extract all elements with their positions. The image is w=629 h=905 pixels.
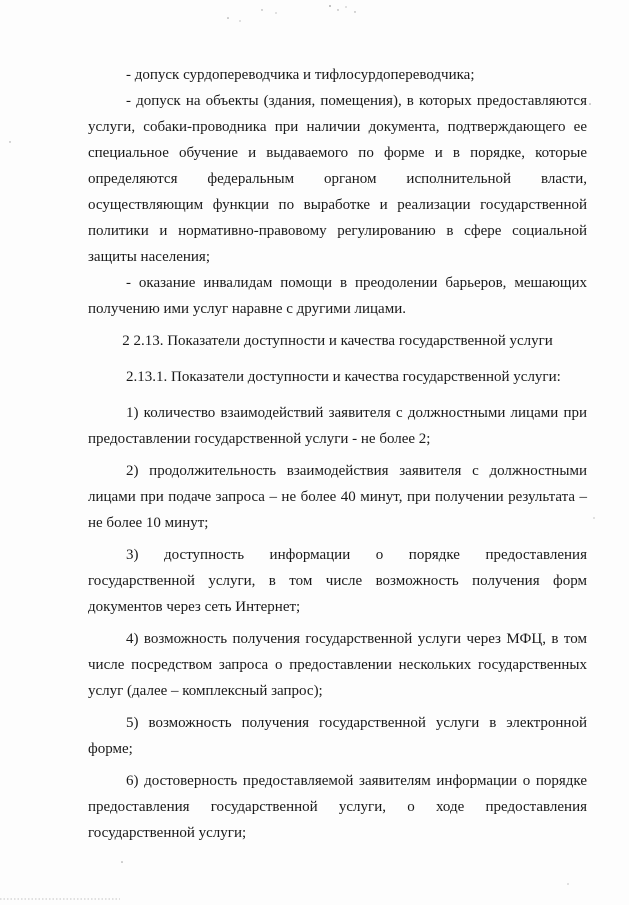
list-item-2: 2) продолжительность взаимодействия заявителя с должностными лицами при подаче запроса – не более 40 минут, при получении результата – не более 10 минут; [88,463,587,531]
paragraph-barrier-assistance: - оказание инвалидам помощи в преодолении барьеров, мешающих получению ими услуг наравне с другими лицами. [88,275,587,317]
paragraph-sign-language-interpreter: - допуск сурдопереводчика и тифлосурдопереводчика; [126,67,475,83]
paragraph-guide-dog-access: - допуск на объекты (здания, помещения), в которых предоставляются услуги, собаки-проводника при наличии документа, подтверждающего ее специальное обучение и выдаваемого по форме и в порядке, которые определяются федеральным органом исполнительной власти, осуществляющим функции по выработке и реализации государственной политики и нормативно-правовому регулированию в сфере социальной защиты населения; [88,93,587,265]
list-item-4: 4) возможность получения государственной услуги через МФЦ, в том числе посредством запроса о предоставлении нескольких государственных услуг (далее – комплексный запрос); [88,631,587,699]
list-item-6: 6) достоверность предоставляемой заявителям информации о порядке предоставления государственной услуги, о ходе предоставления государственной услуги; [88,773,587,841]
document-body [88,62,587,846]
paragraph-2-13-1: 2.13.1. Показатели доступности и качества государственной услуги: [126,369,561,385]
list-item-3: 3) доступность информации о порядке предоставления государственной услуги, в том числе возможность получения форм документов через сеть Интернет; [88,547,587,615]
list-item-1: 1) количество взаимодействий заявителя с должностными лицами при предоставлении государственной услуги - не более 2; [88,405,587,447]
section-heading-2-13: 2 2.13. Показатели доступности и качества государственной услуги [122,333,553,349]
list-item-5: 5) возможность получения государственной услуги в электронной форме; [88,715,587,757]
